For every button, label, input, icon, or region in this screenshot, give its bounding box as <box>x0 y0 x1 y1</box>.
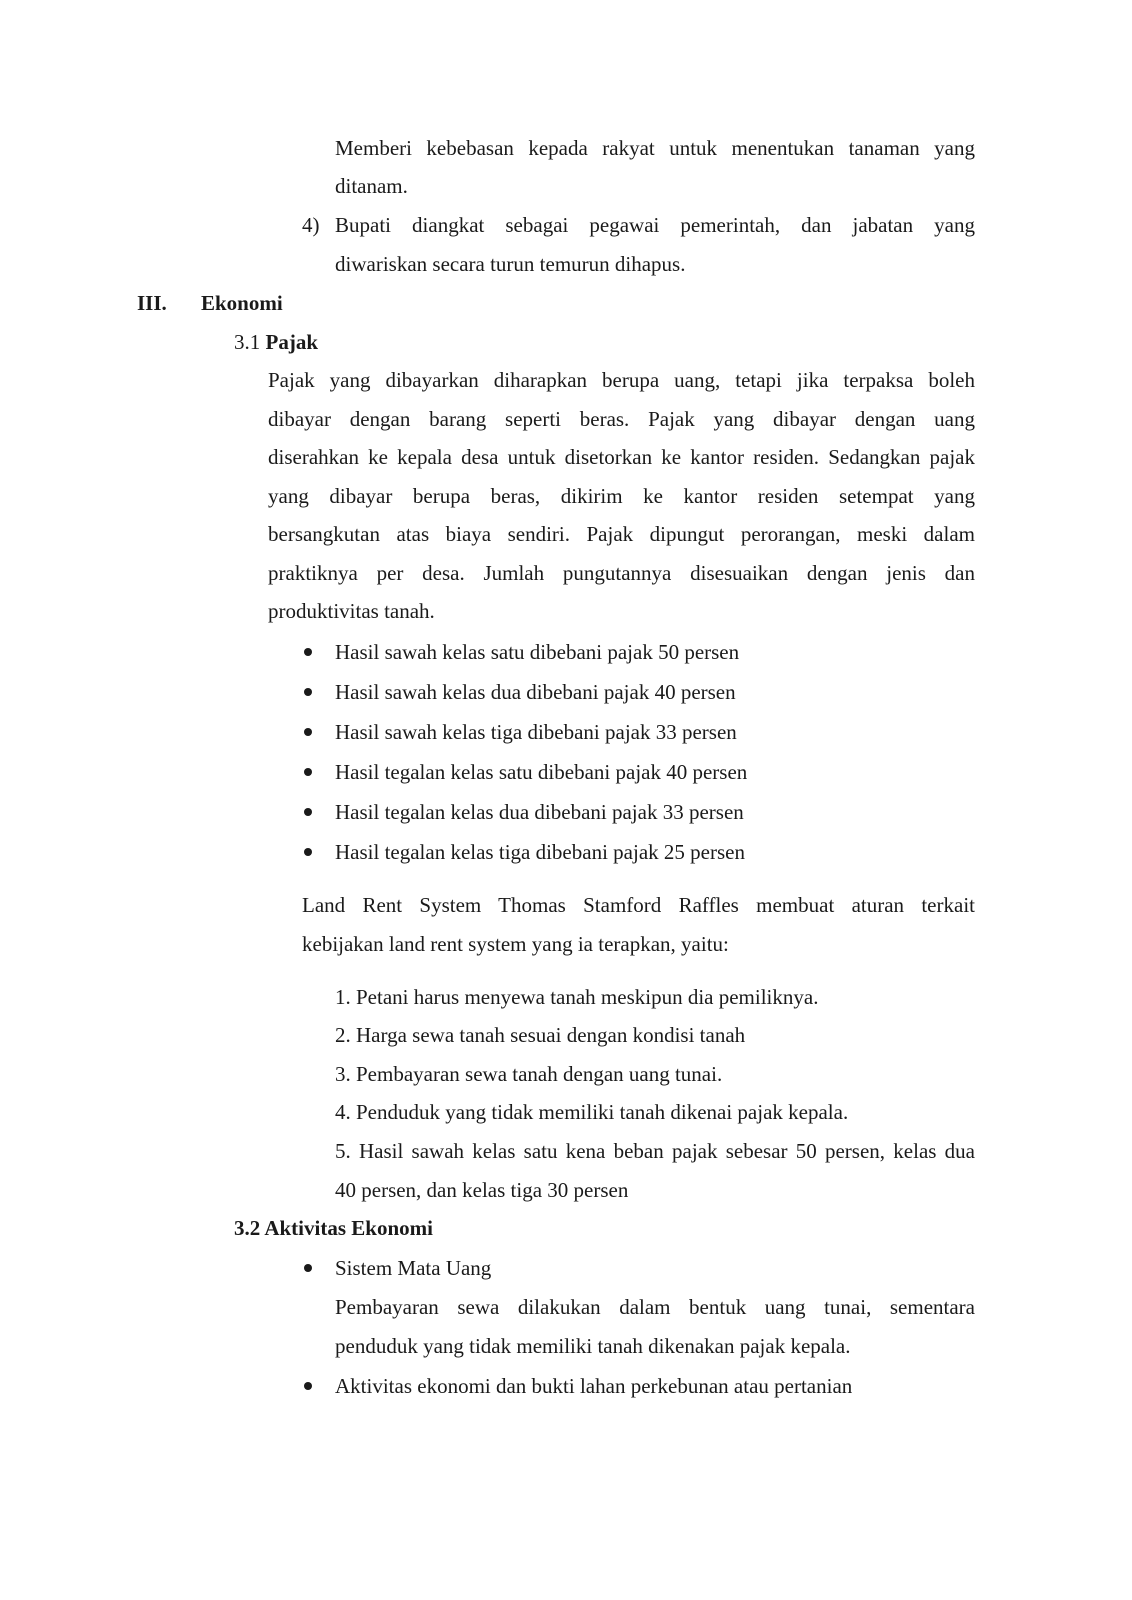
bullet-dot <box>304 1382 312 1390</box>
bullet-dot <box>304 1264 312 1272</box>
pajak-paragraph-line: praktiknya per desa. Jumlah pungutannya disesuaikan dengan jenis dan <box>268 561 975 585</box>
subsection-title: Pajak <box>265 330 318 354</box>
bullet-item: Aktivitas ekonomi dan bukti lahan perkebunan atau pertanian <box>335 1374 853 1398</box>
rule-item: 40 persen, dan kelas tiga 30 persen <box>335 1178 629 1202</box>
subsection-number: 3.1 <box>234 330 261 354</box>
bullet-item: Sistem Mata Uang <box>335 1256 492 1280</box>
bullet-description-line: penduduk yang tidak memiliki tanah dikenakan pajak kepala. <box>335 1334 851 1358</box>
bullet-dot <box>304 688 312 696</box>
bullet-item: Hasil tegalan kelas dua dibebani pajak 33 persen <box>335 800 744 824</box>
bullet-description-line: Pembayaran sewa dilakukan dalam bentuk uang tunai, sementara <box>335 1295 975 1319</box>
pajak-paragraph-line: yang dibayar berupa beras, dikirim ke kantor residen setempat yang <box>268 484 975 508</box>
list-item-number: 4) <box>302 213 320 237</box>
list-item-4-line-2: diwariskan secara turun temurun dihapus. <box>335 252 686 276</box>
rule-item: 3. Pembayaran sewa tanah dengan uang tunai. <box>335 1062 723 1086</box>
bullet-item: Hasil sawah kelas tiga dibebani pajak 33 persen <box>335 720 737 744</box>
pajak-paragraph-line: produktivitas tanah. <box>268 599 435 623</box>
intro-line-2: ditanam. <box>335 174 408 198</box>
rule-item: 4. Penduduk yang tidak memiliki tanah dikenai pajak kepala. <box>335 1100 849 1124</box>
bullet-item: Hasil sawah kelas dua dibebani pajak 40 persen <box>335 680 736 704</box>
bullet-item: Hasil tegalan kelas satu dibebani pajak 40 persen <box>335 760 748 784</box>
landrent-line-1: Land Rent System Thomas Stamford Raffles membuat aturan terkait <box>302 893 975 917</box>
bullet-dot <box>304 848 312 856</box>
bullet-dot <box>304 648 312 656</box>
intro-line-1: Memberi kebebasan kepada rakyat untuk menentukan tanaman yang <box>335 136 975 160</box>
bullet-dot <box>304 728 312 736</box>
rule-item: 1. Petani harus menyewa tanah meskipun dia pemiliknya. <box>335 985 819 1009</box>
pajak-paragraph-line: bersangkutan atas biaya sendiri. Pajak dipungut perorangan, meski dalam <box>268 522 975 546</box>
bullet-dot <box>304 768 312 776</box>
pajak-paragraph-line: diserahkan ke kepala desa untuk disetorkan ke kantor residen. Sedangkan pajak <box>268 445 975 469</box>
rule-item: 5. Hasil sawah kelas satu kena beban pajak sebesar 50 persen, kelas dua <box>335 1139 975 1163</box>
bullet-dot <box>304 808 312 816</box>
subsection-heading-aktivitas: 3.2 Aktivitas Ekonomi <box>234 1216 433 1240</box>
pajak-paragraph-line: dibayar dengan barang seperti beras. Pajak yang dibayar dengan uang <box>268 407 975 431</box>
pajak-paragraph-line: Pajak yang dibayarkan diharapkan berupa uang, tetapi jika terpaksa boleh <box>268 368 975 392</box>
section-title: Ekonomi <box>201 291 283 315</box>
list-item-4-line-1: Bupati diangkat sebagai pegawai pemerintah, dan jabatan yang <box>335 213 975 237</box>
bullet-item: Hasil tegalan kelas tiga dibebani pajak 25 persen <box>335 840 745 864</box>
subsection-heading-pajak <box>234 329 318 355</box>
section-number: III. <box>137 291 167 315</box>
landrent-line-2: kebijakan land rent system yang ia terapkan, yaitu: <box>302 932 729 956</box>
rule-item: 2. Harga sewa tanah sesuai dengan kondisi tanah <box>335 1023 746 1047</box>
bullet-item: Hasil sawah kelas satu dibebani pajak 50 persen <box>335 640 740 664</box>
